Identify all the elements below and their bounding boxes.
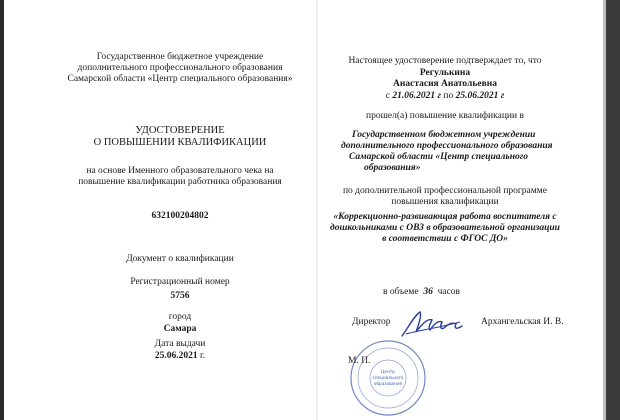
stamp-text-1: Центр	[381, 369, 395, 374]
stamp-text-3: образования	[373, 381, 403, 386]
director-label: Директор	[352, 317, 391, 327]
passed-text: прошел(а) повышение квалификации в	[366, 111, 524, 121]
page-fold	[316, 0, 318, 420]
program-line-1: «Коррекционно-развивающая работа воспитателя с	[333, 212, 557, 222]
issue-date-label: Дата выдачи	[154, 339, 206, 349]
issuer-line-3: Самарской области «Центр специального образования»	[67, 74, 293, 84]
intro-text: Настоящее удостоверение подтверждает то, что	[348, 56, 542, 66]
recipient-name: Анастасия Анатольевна	[393, 79, 497, 89]
official-stamp	[348, 338, 428, 418]
hours-label: часов	[437, 287, 461, 297]
org-line-4: образования»	[364, 163, 421, 173]
registration-label: Регистрационный номер	[130, 277, 230, 287]
registration-number: 5756	[170, 291, 190, 301]
org-line-3: Самарской области «Центр специального	[349, 152, 529, 162]
recipient-surname: Регулькина	[419, 68, 471, 78]
city-value: Самара	[163, 324, 197, 334]
basis-line-1: на основе Именного образовательного чека на	[86, 166, 274, 176]
issuer-line-1: Государственное бюджетное учреждение	[96, 52, 264, 62]
certificate-number: 632100204802	[151, 211, 209, 221]
period-prefix: с	[385, 91, 390, 101]
date-to: 25.06.2021 г	[455, 91, 505, 101]
program-intro-2: повышения квалификации	[391, 197, 499, 207]
period	[325, 91, 565, 102]
date-from: 21.06.2021 г	[392, 91, 441, 101]
program-line-2: дошкольниками с ОВЗ в образовательной организации	[330, 223, 560, 233]
issuer-line-2: дополнительного профессионального образования	[77, 63, 283, 73]
basis-line-2: повышение квалификации работника образования	[78, 177, 282, 187]
scan-edge-left	[0, 0, 4, 420]
scan-edge-right	[606, 0, 620, 420]
mp-label: М. П.	[348, 356, 371, 366]
org-line-2: дополнительного профессионального образования	[341, 141, 553, 151]
issue-date-value: 25.06.2021	[154, 351, 198, 361]
stamp-text-2: специального	[372, 375, 404, 380]
director-name: Архангельская И. В.	[481, 317, 564, 327]
document-type: Документ о квалификации	[126, 254, 234, 264]
program-intro-1: по дополнительной профессиональной программе	[342, 186, 548, 196]
city-label: город	[168, 312, 192, 322]
document-title: УДОСТОВЕРЕНИЕ	[135, 125, 225, 136]
volume-prefix: в объеме	[383, 287, 419, 297]
volume	[383, 287, 460, 298]
period-mid: по	[443, 91, 454, 101]
document-subtitle: О ПОВЫШЕНИИ КВАЛИФИКАЦИИ	[93, 137, 267, 148]
org-line-1: Государственном бюджетном учреждении	[352, 130, 536, 140]
director-signature	[398, 306, 468, 342]
issue-date	[60, 351, 300, 362]
program-line-3: в соответствии с ФГОС ДО»	[382, 234, 508, 244]
hours-value: 36	[423, 287, 433, 297]
issue-date-suffix: г.	[197, 351, 206, 361]
